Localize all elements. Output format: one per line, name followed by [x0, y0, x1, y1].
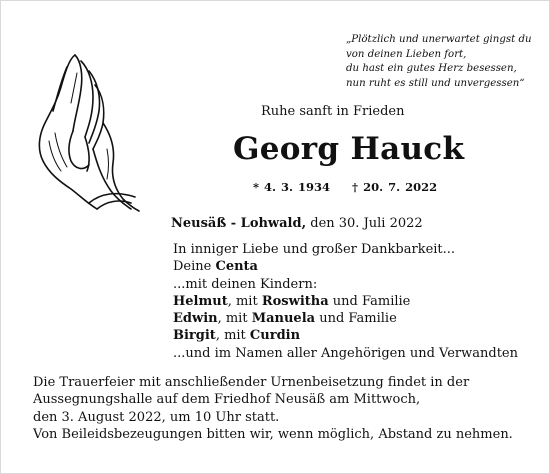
child-line — [173, 310, 518, 327]
child-name: Helmut — [173, 293, 228, 309]
partner-name: Curdin — [249, 328, 301, 344]
quote-line: nun ruht es still und unvergessen“ — [346, 77, 525, 89]
memorial-quote — [346, 33, 536, 91]
mourners-list — [173, 241, 518, 362]
place: Neusäß - Lohwald, — [171, 216, 307, 231]
quote-line: du hast ein gutes Herz besessen, — [346, 63, 517, 75]
life-dates — [253, 180, 437, 194]
child-name: Birgit — [173, 328, 216, 344]
praying-hands-icon — [31, 53, 141, 213]
child-line — [173, 327, 518, 344]
child-name: Edwin — [173, 311, 218, 327]
service-line: den 3. August 2022, um 10 Uhr statt. — [33, 409, 280, 425]
death-date: † 20. 7. 2022 — [352, 180, 438, 194]
mourners-closing: ...und im Namen aller Angehörigen und Verwandten — [173, 345, 519, 361]
deceased-name: Georg Hauck — [233, 131, 465, 167]
family-suffix: und Familie — [328, 293, 411, 309]
children-intro: ...mit deinen Kindern: — [173, 276, 318, 292]
connector: , mit — [227, 293, 262, 309]
service-info — [33, 374, 513, 443]
partner-name: Manuela — [251, 311, 316, 327]
condolence-note: Von Beileidsbezeugungen bitten wir, wenn möglich, Abstand zu nehmen. — [33, 426, 513, 442]
child-line — [173, 293, 518, 310]
quote-line: von deinen Lieben fort, — [346, 48, 467, 60]
partner-name: Roswitha — [261, 293, 329, 309]
quote-line: „Plötzlich und unerwartet gingst du — [346, 34, 532, 45]
mourners-intro: In inniger Liebe und großer Dankbarkeit... — [173, 242, 456, 257]
place-date-line — [171, 216, 423, 231]
family-suffix: und Familie — [315, 311, 397, 327]
date: den 30. Juli 2022 — [306, 216, 423, 231]
spouse-line — [173, 258, 518, 275]
rest-in-peace-text: Ruhe sanft in Frieden — [261, 104, 405, 119]
service-line: Aussegnungshalle auf dem Friedhof Neusäß am Mittwoch, — [33, 392, 421, 408]
connector: , mit — [215, 328, 250, 344]
spouse-name: Centa — [215, 259, 258, 275]
spouse-prefix: Deine — [173, 259, 216, 275]
service-line: Die Trauerfeier mit anschließender Urnenbeisetzung findet in der — [33, 375, 470, 390]
connector: , mit — [217, 311, 252, 327]
birth-date: * 4. 3. 1934 — [253, 180, 331, 194]
